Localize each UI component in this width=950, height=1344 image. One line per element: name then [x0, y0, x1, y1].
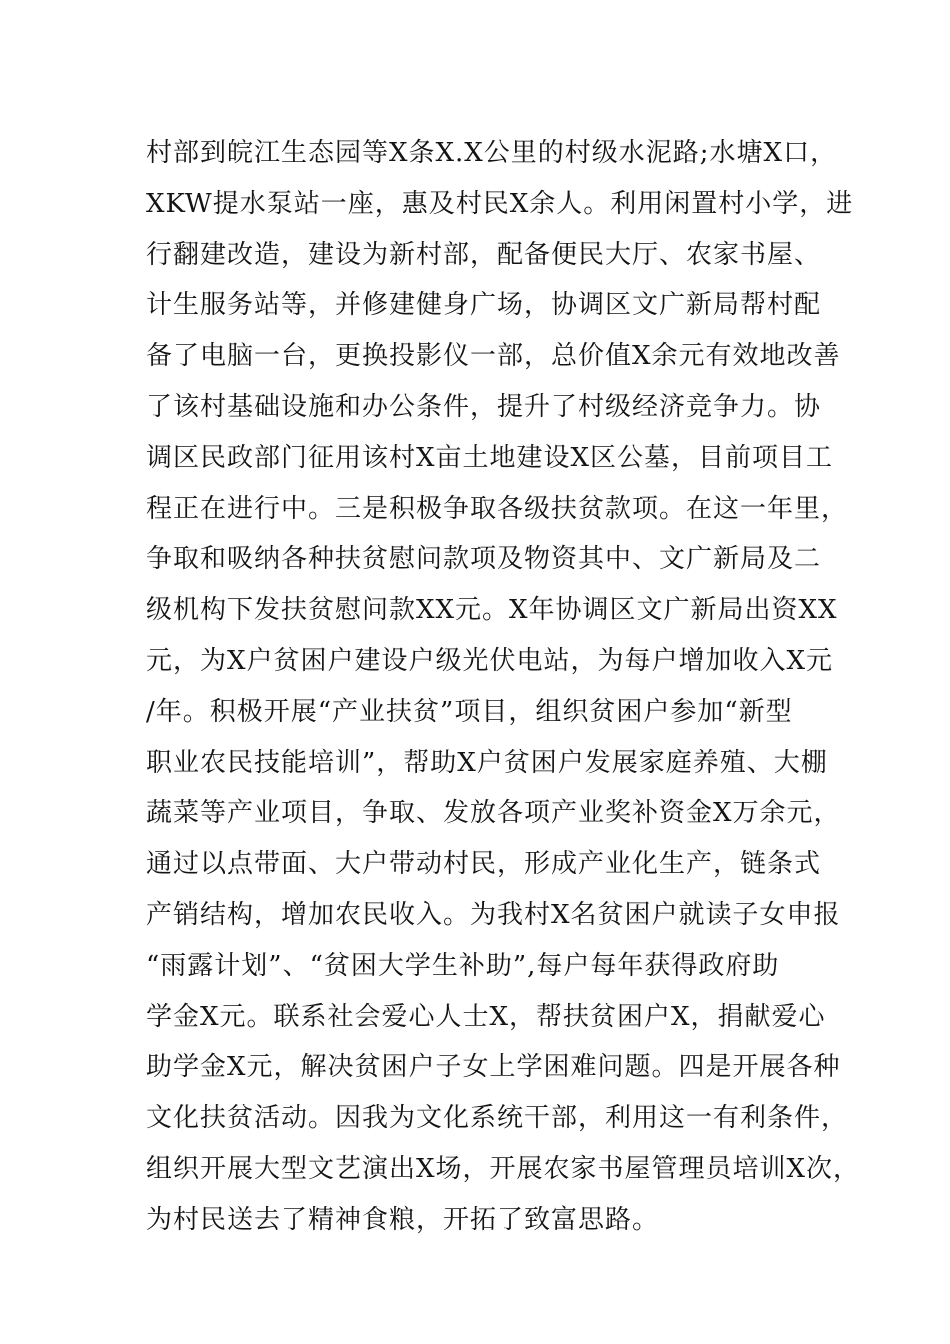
text-line: 学金X元。联系社会爱心人士X，帮扶贫困户X，捐献爱心 — [146, 1001, 826, 1032]
body-paragraph — [146, 128, 861, 1246]
text-line: 备了电脑一台，更换投影仪一部，总价值X余元有效地改善 — [146, 341, 841, 372]
text-line: 产销结构，增加农民收入。为我村X名贫困户就读子女申报 — [146, 899, 841, 930]
text-line: 通过以点带面、大户带动村民，形成产业化生产，链条式 — [146, 849, 822, 880]
text-line: /年。积极开展“产业扶贫”项目，组织贫困户参加“新型 — [146, 696, 793, 727]
text-line: 助学金X元，解决贫困户子女上学困难问题。四是开展各种 — [146, 1052, 841, 1083]
text-line: 级机构下发扶贫慰问款XX元。X年协调区文广新局出资XX — [146, 595, 838, 626]
text-line: 程正在进行中。三是积极争取各级扶贫款项。在这一年里， — [146, 493, 849, 524]
text-line: 村部到皖江生态园等X条X.X公里的村级水泥路;水塘X口， — [146, 138, 838, 168]
text-line: XKW提水泵站一座，惠及村民X余人。利用闲置村小学，进 — [146, 188, 854, 219]
text-line: 为村民送去了精神食粮，开拓了致富思路。 — [146, 1204, 660, 1235]
text-line: 调区民政部门征用该村X亩土地建设X区公墓，目前项目工 — [146, 442, 834, 473]
text-line: “雨露计划”、“贫困大学生补助”,每户每年获得政府助 — [146, 950, 780, 981]
text-line: 元，为X户贫困户建设户级光伏电站，为每户增加收入X元 — [146, 645, 834, 676]
text-line: 争取和吸纳各种扶贫慰问款项及物资其中、文广新局及二 — [146, 544, 822, 575]
text-line: 文化扶贫活动。因我为文化系统干部，利用这一有利条件， — [146, 1103, 849, 1134]
text-line: 蔬菜等产业项目，争取、发放各项产业奖补资金X万余元， — [146, 798, 841, 829]
text-line: 职业农民技能培训”，帮助X户贫困户发展家庭养殖、大棚 — [146, 747, 828, 778]
text-line: 了该村基础设施和办公条件，提升了村级经济竞争力。协 — [146, 391, 822, 422]
text-line: 计生服务站等，并修建健身广场，协调区文广新局帮村配 — [146, 290, 822, 321]
text-line: 组织开展大型文艺演出X场，开展农家书屋管理员培训X次， — [146, 1153, 861, 1184]
text-line: 行翻建改造，建设为新村部，配备便民大厅、农家书屋、 — [146, 239, 822, 270]
